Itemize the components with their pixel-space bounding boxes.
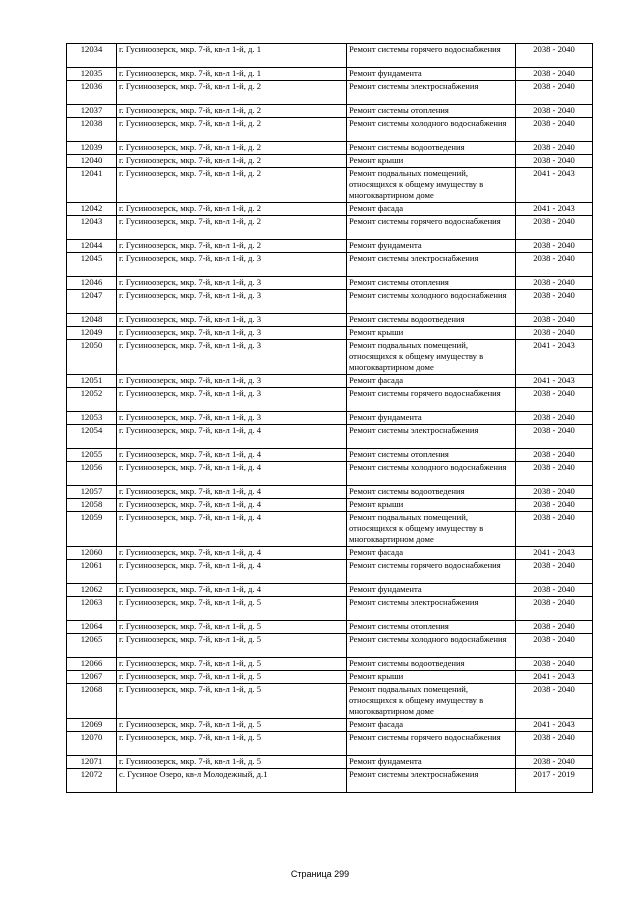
work-type-cell: Ремонт фасада bbox=[347, 203, 516, 216]
period-cell: 2038 - 2040 bbox=[516, 597, 593, 621]
table-row bbox=[67, 462, 593, 486]
address-cell: г. Гусиноозерск, мкр. 7-й, кв-л 1-й, д. 5 bbox=[117, 621, 347, 634]
table-row bbox=[67, 449, 593, 462]
table-row bbox=[67, 253, 593, 277]
period-cell: 2038 - 2040 bbox=[516, 486, 593, 499]
work-type-cell: Ремонт системы холодного водоснабжения bbox=[347, 634, 516, 658]
table-row bbox=[67, 621, 593, 634]
period-cell: 2038 - 2040 bbox=[516, 584, 593, 597]
address-cell: г. Гусиноозерск, мкр. 7-й, кв-л 1-й, д. 2 bbox=[117, 118, 347, 142]
period-cell: 2038 - 2040 bbox=[516, 81, 593, 105]
table-row bbox=[67, 547, 593, 560]
row-number-cell: 12051 bbox=[67, 375, 117, 388]
row-number-cell: 12068 bbox=[67, 684, 117, 719]
period-cell: 2038 - 2040 bbox=[516, 412, 593, 425]
work-type-cell: Ремонт системы горячего водоснабжения bbox=[347, 732, 516, 756]
work-type-cell: Ремонт фасада bbox=[347, 547, 516, 560]
repair-schedule-table-wrap bbox=[66, 43, 592, 793]
period-cell: 2038 - 2040 bbox=[516, 253, 593, 277]
table-row bbox=[67, 240, 593, 253]
address-cell: г. Гусиноозерск, мкр. 7-й, кв-л 1-й, д. 5 bbox=[117, 732, 347, 756]
period-cell: 2038 - 2040 bbox=[516, 621, 593, 634]
table-row bbox=[67, 277, 593, 290]
period-cell: 2038 - 2040 bbox=[516, 756, 593, 769]
address-cell: г. Гусиноозерск, мкр. 7-й, кв-л 1-й, д. 2 bbox=[117, 240, 347, 253]
work-type-cell: Ремонт системы водоотведения bbox=[347, 658, 516, 671]
table-row bbox=[67, 671, 593, 684]
period-cell: 2038 - 2040 bbox=[516, 142, 593, 155]
row-number-cell: 12047 bbox=[67, 290, 117, 314]
work-type-cell: Ремонт системы отопления bbox=[347, 105, 516, 118]
table-row bbox=[67, 769, 593, 793]
work-type-cell: Ремонт системы электроснабжения bbox=[347, 253, 516, 277]
table-row bbox=[67, 486, 593, 499]
address-cell: г. Гусиноозерск, мкр. 7-й, кв-л 1-й, д. 2 bbox=[117, 168, 347, 203]
table-row bbox=[67, 412, 593, 425]
period-cell: 2041 - 2043 bbox=[516, 671, 593, 684]
table-row bbox=[67, 216, 593, 240]
period-cell: 2038 - 2040 bbox=[516, 658, 593, 671]
address-cell: г. Гусиноозерск, мкр. 7-й, кв-л 1-й, д. 2 bbox=[117, 155, 347, 168]
work-type-cell: Ремонт фундамента bbox=[347, 584, 516, 597]
table-row bbox=[67, 512, 593, 547]
row-number-cell: 12069 bbox=[67, 719, 117, 732]
address-cell: г. Гусиноозерск, мкр. 7-й, кв-л 1-й, д. 4 bbox=[117, 560, 347, 584]
row-number-cell: 12037 bbox=[67, 105, 117, 118]
period-cell: 2038 - 2040 bbox=[516, 560, 593, 584]
address-cell: г. Гусиноозерск, мкр. 7-й, кв-л 1-й, д. 4 bbox=[117, 512, 347, 547]
table-row bbox=[67, 44, 593, 68]
work-type-cell: Ремонт системы холодного водоснабжения bbox=[347, 118, 516, 142]
table-row bbox=[67, 142, 593, 155]
table-row bbox=[67, 499, 593, 512]
table-row bbox=[67, 290, 593, 314]
address-cell: г. Гусиноозерск, мкр. 7-й, кв-л 1-й, д. 5 bbox=[117, 658, 347, 671]
work-type-cell: Ремонт системы горячего водоснабжения bbox=[347, 216, 516, 240]
table-row bbox=[67, 756, 593, 769]
address-cell: г. Гусиноозерск, мкр. 7-й, кв-л 1-й, д. 2 bbox=[117, 81, 347, 105]
period-cell: 2038 - 2040 bbox=[516, 290, 593, 314]
work-type-cell: Ремонт системы отопления bbox=[347, 621, 516, 634]
address-cell: с. Гусиное Озеро, кв-л Молодежный, д.1 bbox=[117, 769, 347, 793]
row-number-cell: 12061 bbox=[67, 560, 117, 584]
address-cell: г. Гусиноозерск, мкр. 7-й, кв-л 1-й, д. 3 bbox=[117, 314, 347, 327]
work-type-cell: Ремонт системы холодного водоснабжения bbox=[347, 290, 516, 314]
address-cell: г. Гусиноозерск, мкр. 7-й, кв-л 1-й, д. 5 bbox=[117, 597, 347, 621]
address-cell: г. Гусиноозерск, мкр. 7-й, кв-л 1-й, д. 4 bbox=[117, 499, 347, 512]
address-cell: г. Гусиноозерск, мкр. 7-й, кв-л 1-й, д. 2 bbox=[117, 142, 347, 155]
period-cell: 2038 - 2040 bbox=[516, 68, 593, 81]
row-number-cell: 12050 bbox=[67, 340, 117, 375]
table-row bbox=[67, 634, 593, 658]
row-number-cell: 12065 bbox=[67, 634, 117, 658]
period-cell: 2041 - 2043 bbox=[516, 340, 593, 375]
period-cell: 2038 - 2040 bbox=[516, 462, 593, 486]
row-number-cell: 12043 bbox=[67, 216, 117, 240]
table-row bbox=[67, 168, 593, 203]
address-cell: г. Гусиноозерск, мкр. 7-й, кв-л 1-й, д. 1 bbox=[117, 44, 347, 68]
period-cell: 2038 - 2040 bbox=[516, 388, 593, 412]
period-cell: 2041 - 2043 bbox=[516, 203, 593, 216]
row-number-cell: 12054 bbox=[67, 425, 117, 449]
address-cell: г. Гусиноозерск, мкр. 7-й, кв-л 1-й, д. 2 bbox=[117, 203, 347, 216]
row-number-cell: 12038 bbox=[67, 118, 117, 142]
work-type-cell: Ремонт фундамента bbox=[347, 756, 516, 769]
period-cell: 2041 - 2043 bbox=[516, 719, 593, 732]
table-row bbox=[67, 732, 593, 756]
page-number-label: Страница 299 bbox=[290, 869, 350, 879]
row-number-cell: 12049 bbox=[67, 327, 117, 340]
work-type-cell: Ремонт фундамента bbox=[347, 68, 516, 81]
address-cell: г. Гусиноозерск, мкр. 7-й, кв-л 1-й, д. 4 bbox=[117, 462, 347, 486]
row-number-cell: 12072 bbox=[67, 769, 117, 793]
row-number-cell: 12036 bbox=[67, 81, 117, 105]
period-cell: 2041 - 2043 bbox=[516, 168, 593, 203]
row-number-cell: 12064 bbox=[67, 621, 117, 634]
row-number-cell: 12048 bbox=[67, 314, 117, 327]
row-number-cell: 12067 bbox=[67, 671, 117, 684]
work-type-cell: Ремонт фасада bbox=[347, 719, 516, 732]
address-cell: г. Гусиноозерск, мкр. 7-й, кв-л 1-й, д. 3 bbox=[117, 388, 347, 412]
row-number-cell: 12066 bbox=[67, 658, 117, 671]
table-row bbox=[67, 560, 593, 584]
address-cell: г. Гусиноозерск, мкр. 7-й, кв-л 1-й, д. 3 bbox=[117, 290, 347, 314]
table-row bbox=[67, 68, 593, 81]
work-type-cell: Ремонт подвальных помещений, относящихся к общему имуществу в многоквартирном доме bbox=[347, 340, 516, 375]
period-cell: 2038 - 2040 bbox=[516, 449, 593, 462]
row-number-cell: 12052 bbox=[67, 388, 117, 412]
address-cell: г. Гусиноозерск, мкр. 7-й, кв-л 1-й, д. 3 bbox=[117, 375, 347, 388]
table-row bbox=[67, 81, 593, 105]
period-cell: 2038 - 2040 bbox=[516, 44, 593, 68]
table-row bbox=[67, 340, 593, 375]
row-number-cell: 12060 bbox=[67, 547, 117, 560]
address-cell: г. Гусиноозерск, мкр. 7-й, кв-л 1-й, д. 2 bbox=[117, 216, 347, 240]
work-type-cell: Ремонт системы электроснабжения bbox=[347, 425, 516, 449]
row-number-cell: 12055 bbox=[67, 449, 117, 462]
row-number-cell: 12057 bbox=[67, 486, 117, 499]
period-cell: 2038 - 2040 bbox=[516, 277, 593, 290]
table-row bbox=[67, 155, 593, 168]
row-number-cell: 12041 bbox=[67, 168, 117, 203]
row-number-cell: 12035 bbox=[67, 68, 117, 81]
row-number-cell: 12071 bbox=[67, 756, 117, 769]
work-type-cell: Ремонт фундамента bbox=[347, 412, 516, 425]
row-number-cell: 12058 bbox=[67, 499, 117, 512]
address-cell: г. Гусиноозерск, мкр. 7-й, кв-л 1-й, д. 3 bbox=[117, 412, 347, 425]
work-type-cell: Ремонт крыши bbox=[347, 499, 516, 512]
address-cell: г. Гусиноозерск, мкр. 7-й, кв-л 1-й, д. 3 bbox=[117, 253, 347, 277]
repair-schedule-table bbox=[66, 43, 593, 793]
row-number-cell: 12062 bbox=[67, 584, 117, 597]
row-number-cell: 12056 bbox=[67, 462, 117, 486]
address-cell: г. Гусиноозерск, мкр. 7-й, кв-л 1-й, д. 4 bbox=[117, 425, 347, 449]
table-row bbox=[67, 658, 593, 671]
address-cell: г. Гусиноозерск, мкр. 7-й, кв-л 1-й, д. 2 bbox=[117, 105, 347, 118]
period-cell: 2038 - 2040 bbox=[516, 314, 593, 327]
address-cell: г. Гусиноозерск, мкр. 7-й, кв-л 1-й, д. 5 bbox=[117, 719, 347, 732]
table-row bbox=[67, 388, 593, 412]
work-type-cell: Ремонт подвальных помещений, относящихся к общему имуществу в многоквартирном доме bbox=[347, 684, 516, 719]
address-cell: г. Гусиноозерск, мкр. 7-й, кв-л 1-й, д. 3 bbox=[117, 327, 347, 340]
table-row bbox=[67, 719, 593, 732]
page-footer bbox=[0, 869, 640, 879]
period-cell: 2041 - 2043 bbox=[516, 375, 593, 388]
address-cell: г. Гусиноозерск, мкр. 7-й, кв-л 1-й, д. 5 bbox=[117, 671, 347, 684]
work-type-cell: Ремонт фасада bbox=[347, 375, 516, 388]
address-cell: г. Гусиноозерск, мкр. 7-й, кв-л 1-й, д. 5 bbox=[117, 756, 347, 769]
period-cell: 2038 - 2040 bbox=[516, 240, 593, 253]
address-cell: г. Гусиноозерск, мкр. 7-й, кв-л 1-й, д. 5 bbox=[117, 634, 347, 658]
address-cell: г. Гусиноозерск, мкр. 7-й, кв-л 1-й, д. 3 bbox=[117, 340, 347, 375]
address-cell: г. Гусиноозерск, мкр. 7-й, кв-л 1-й, д. 4 bbox=[117, 584, 347, 597]
work-type-cell: Ремонт системы горячего водоснабжения bbox=[347, 560, 516, 584]
work-type-cell: Ремонт системы отопления bbox=[347, 449, 516, 462]
row-number-cell: 12070 bbox=[67, 732, 117, 756]
address-cell: г. Гусиноозерск, мкр. 7-й, кв-л 1-й, д. 4 bbox=[117, 547, 347, 560]
table-row bbox=[67, 584, 593, 597]
period-cell: 2038 - 2040 bbox=[516, 216, 593, 240]
work-type-cell: Ремонт системы отопления bbox=[347, 277, 516, 290]
address-cell: г. Гусиноозерск, мкр. 7-й, кв-л 1-й, д. 1 bbox=[117, 68, 347, 81]
table-row bbox=[67, 203, 593, 216]
row-number-cell: 12046 bbox=[67, 277, 117, 290]
row-number-cell: 12059 bbox=[67, 512, 117, 547]
work-type-cell: Ремонт фундамента bbox=[347, 240, 516, 253]
row-number-cell: 12034 bbox=[67, 44, 117, 68]
table-row bbox=[67, 105, 593, 118]
work-type-cell: Ремонт системы холодного водоснабжения bbox=[347, 462, 516, 486]
table-row bbox=[67, 327, 593, 340]
work-type-cell: Ремонт системы горячего водоснабжения bbox=[347, 388, 516, 412]
work-type-cell: Ремонт крыши bbox=[347, 327, 516, 340]
row-number-cell: 12040 bbox=[67, 155, 117, 168]
period-cell: 2038 - 2040 bbox=[516, 327, 593, 340]
work-type-cell: Ремонт системы водоотведения bbox=[347, 314, 516, 327]
row-number-cell: 12039 bbox=[67, 142, 117, 155]
work-type-cell: Ремонт системы электроснабжения bbox=[347, 81, 516, 105]
table-row bbox=[67, 314, 593, 327]
period-cell: 2038 - 2040 bbox=[516, 512, 593, 547]
row-number-cell: 12063 bbox=[67, 597, 117, 621]
period-cell: 2038 - 2040 bbox=[516, 732, 593, 756]
work-type-cell: Ремонт системы электроснабжения bbox=[347, 769, 516, 793]
row-number-cell: 12044 bbox=[67, 240, 117, 253]
table-row bbox=[67, 118, 593, 142]
period-cell: 2038 - 2040 bbox=[516, 634, 593, 658]
work-type-cell: Ремонт подвальных помещений, относящихся к общему имуществу в многоквартирном доме bbox=[347, 168, 516, 203]
period-cell: 2017 - 2019 bbox=[516, 769, 593, 793]
work-type-cell: Ремонт крыши bbox=[347, 155, 516, 168]
work-type-cell: Ремонт системы водоотведения bbox=[347, 142, 516, 155]
work-type-cell: Ремонт крыши bbox=[347, 671, 516, 684]
address-cell: г. Гусиноозерск, мкр. 7-й, кв-л 1-й, д. 3 bbox=[117, 277, 347, 290]
period-cell: 2038 - 2040 bbox=[516, 155, 593, 168]
period-cell: 2038 - 2040 bbox=[516, 499, 593, 512]
row-number-cell: 12053 bbox=[67, 412, 117, 425]
table-row bbox=[67, 375, 593, 388]
period-cell: 2041 - 2043 bbox=[516, 547, 593, 560]
address-cell: г. Гусиноозерск, мкр. 7-й, кв-л 1-й, д. 5 bbox=[117, 684, 347, 719]
table-row bbox=[67, 425, 593, 449]
period-cell: 2038 - 2040 bbox=[516, 684, 593, 719]
work-type-cell: Ремонт системы водоотведения bbox=[347, 486, 516, 499]
work-type-cell: Ремонт системы горячего водоснабжения bbox=[347, 44, 516, 68]
row-number-cell: 12042 bbox=[67, 203, 117, 216]
address-cell: г. Гусиноозерск, мкр. 7-й, кв-л 1-й, д. 4 bbox=[117, 449, 347, 462]
row-number-cell: 12045 bbox=[67, 253, 117, 277]
period-cell: 2038 - 2040 bbox=[516, 105, 593, 118]
table-row bbox=[67, 684, 593, 719]
work-type-cell: Ремонт подвальных помещений, относящихся к общему имуществу в многоквартирном доме bbox=[347, 512, 516, 547]
period-cell: 2038 - 2040 bbox=[516, 425, 593, 449]
period-cell: 2038 - 2040 bbox=[516, 118, 593, 142]
address-cell: г. Гусиноозерск, мкр. 7-й, кв-л 1-й, д. 4 bbox=[117, 486, 347, 499]
table-row bbox=[67, 597, 593, 621]
work-type-cell: Ремонт системы электроснабжения bbox=[347, 597, 516, 621]
table-body bbox=[67, 44, 593, 793]
